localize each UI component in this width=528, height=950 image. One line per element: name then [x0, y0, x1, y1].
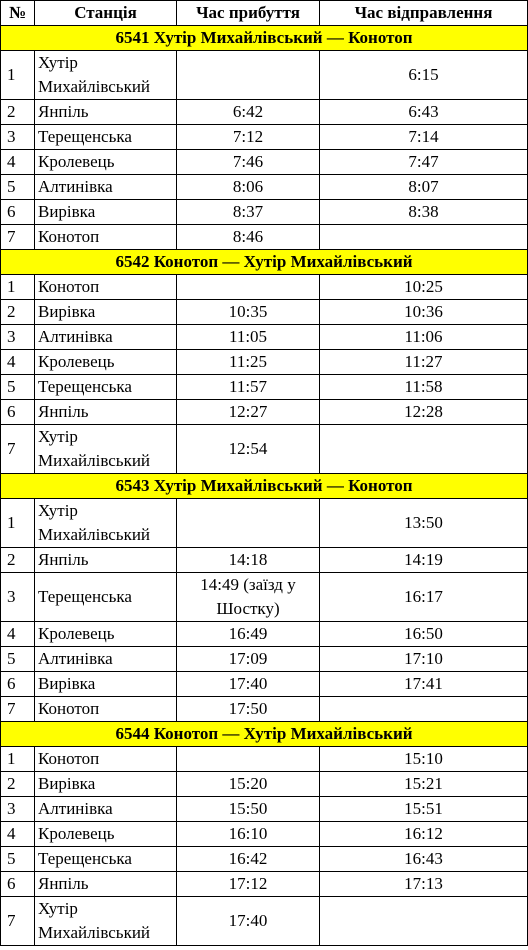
station-name: Вирівка — [35, 300, 177, 325]
train-title: 6543 Хутір Михайлівський — Конотоп — [1, 474, 528, 499]
station-name: Хутір Михайлівський — [35, 425, 177, 474]
stop-number: 7 — [1, 425, 35, 474]
station-name: Терещенська — [35, 573, 177, 622]
header-departure: Час відправлення — [320, 1, 528, 26]
header-arrival: Час прибуття — [177, 1, 320, 26]
arrival-time: 11:05 — [177, 325, 320, 350]
departure-time: 11:58 — [320, 375, 528, 400]
stop-number: 7 — [1, 225, 35, 250]
station-name: Конотоп — [35, 697, 177, 722]
train-section-header — [1, 474, 528, 499]
stop-number: 4 — [1, 622, 35, 647]
departure-time: 16:12 — [320, 822, 528, 847]
departure-time: 8:38 — [320, 200, 528, 225]
station-name: Хутір Михайлівський — [35, 499, 177, 548]
arrival-time: 10:35 — [177, 300, 320, 325]
station-name: Хутір Михайлівський — [35, 897, 177, 946]
stop-number: 4 — [1, 150, 35, 175]
table-row — [1, 400, 528, 425]
arrival-time: 12:27 — [177, 400, 320, 425]
station-name: Терещенська — [35, 375, 177, 400]
station-name: Янпіль — [35, 548, 177, 573]
table-row — [1, 897, 528, 946]
table-row — [1, 548, 528, 573]
table-row — [1, 175, 528, 200]
arrival-time: 8:06 — [177, 175, 320, 200]
table-row — [1, 847, 528, 872]
table-row — [1, 425, 528, 474]
stop-number: 2 — [1, 100, 35, 125]
table-row — [1, 647, 528, 672]
arrival-time: 15:20 — [177, 772, 320, 797]
station-name: Хутір Михайлівський — [35, 51, 177, 100]
arrival-time: 11:25 — [177, 350, 320, 375]
stop-number: 4 — [1, 350, 35, 375]
departure-time: 16:43 — [320, 847, 528, 872]
train-title: 6544 Конотоп — Хутір Михайлівський — [1, 722, 528, 747]
station-name: Конотоп — [35, 275, 177, 300]
train-title: 6541 Хутір Михайлівський — Конотоп — [1, 26, 528, 51]
arrival-time: 14:49 (заїзд у Шостку) — [177, 573, 320, 622]
stop-number: 1 — [1, 51, 35, 100]
table-row — [1, 100, 528, 125]
station-name: Алтинівка — [35, 325, 177, 350]
station-name: Кролевець — [35, 622, 177, 647]
arrival-time: 17:50 — [177, 697, 320, 722]
arrival-time: 16:42 — [177, 847, 320, 872]
stop-number: 4 — [1, 822, 35, 847]
station-name: Кролевець — [35, 350, 177, 375]
arrival-time: 7:46 — [177, 150, 320, 175]
arrival-time: 14:18 — [177, 548, 320, 573]
arrival-time: 12:54 — [177, 425, 320, 474]
stop-number: 6 — [1, 872, 35, 897]
arrival-time: 7:12 — [177, 125, 320, 150]
arrival-time: 17:40 — [177, 897, 320, 946]
stop-number: 2 — [1, 548, 35, 573]
stop-number: 5 — [1, 647, 35, 672]
table-row — [1, 275, 528, 300]
departure-time: 17:13 — [320, 872, 528, 897]
arrival-time: 17:09 — [177, 647, 320, 672]
stop-number: 6 — [1, 200, 35, 225]
arrival-time: 17:40 — [177, 672, 320, 697]
station-name: Алтинівка — [35, 797, 177, 822]
stop-number: 1 — [1, 275, 35, 300]
arrival-time: 8:46 — [177, 225, 320, 250]
departure-time: 15:10 — [320, 747, 528, 772]
station-name: Конотоп — [35, 225, 177, 250]
arrival-time — [177, 275, 320, 300]
station-name: Терещенська — [35, 125, 177, 150]
train-title: 6542 Конотоп — Хутір Михайлівський — [1, 250, 528, 275]
departure-time: 11:27 — [320, 350, 528, 375]
arrival-time: 17:12 — [177, 872, 320, 897]
station-name: Вирівка — [35, 772, 177, 797]
table-row — [1, 225, 528, 250]
arrival-time — [177, 51, 320, 100]
station-name: Янпіль — [35, 100, 177, 125]
table-row — [1, 772, 528, 797]
arrival-time: 16:49 — [177, 622, 320, 647]
departure-time: 13:50 — [320, 499, 528, 548]
table-row — [1, 872, 528, 897]
departure-time: 12:28 — [320, 400, 528, 425]
table-row — [1, 822, 528, 847]
arrival-time: 11:57 — [177, 375, 320, 400]
stop-number: 6 — [1, 672, 35, 697]
stop-number: 3 — [1, 573, 35, 622]
table-row — [1, 51, 528, 100]
schedule-body — [1, 26, 528, 946]
departure-time: 17:41 — [320, 672, 528, 697]
stop-number: 3 — [1, 325, 35, 350]
departure-time: 8:07 — [320, 175, 528, 200]
table-row — [1, 125, 528, 150]
departure-time: 10:36 — [320, 300, 528, 325]
departure-time: 15:51 — [320, 797, 528, 822]
station-name: Кролевець — [35, 150, 177, 175]
table-row — [1, 375, 528, 400]
table-row — [1, 747, 528, 772]
departure-time: 16:50 — [320, 622, 528, 647]
stop-number: 7 — [1, 697, 35, 722]
station-name: Терещенська — [35, 847, 177, 872]
station-name: Янпіль — [35, 872, 177, 897]
arrival-time: 6:42 — [177, 100, 320, 125]
arrival-time: 16:10 — [177, 822, 320, 847]
departure-time: 14:19 — [320, 548, 528, 573]
table-row — [1, 499, 528, 548]
departure-time — [320, 225, 528, 250]
header-station: Станція — [35, 1, 177, 26]
departure-time: 7:14 — [320, 125, 528, 150]
arrival-time — [177, 499, 320, 548]
departure-time: 15:21 — [320, 772, 528, 797]
arrival-time: 8:37 — [177, 200, 320, 225]
stop-number: 3 — [1, 797, 35, 822]
arrival-time: 15:50 — [177, 797, 320, 822]
departure-time: 17:10 — [320, 647, 528, 672]
departure-time: 7:47 — [320, 150, 528, 175]
table-row — [1, 150, 528, 175]
departure-time: 6:15 — [320, 51, 528, 100]
departure-time — [320, 425, 528, 474]
stop-number: 1 — [1, 499, 35, 548]
departure-time — [320, 897, 528, 946]
table-row — [1, 797, 528, 822]
station-name: Алтинівка — [35, 175, 177, 200]
table-row — [1, 697, 528, 722]
departure-time: 6:43 — [320, 100, 528, 125]
station-name: Конотоп — [35, 747, 177, 772]
stop-number: 5 — [1, 175, 35, 200]
stop-number: 6 — [1, 400, 35, 425]
station-name: Алтинівка — [35, 647, 177, 672]
departure-time: 11:06 — [320, 325, 528, 350]
station-name: Кролевець — [35, 822, 177, 847]
table-row — [1, 200, 528, 225]
table-row — [1, 300, 528, 325]
station-name: Янпіль — [35, 400, 177, 425]
departure-time — [320, 697, 528, 722]
header-number: № — [1, 1, 35, 26]
table-row — [1, 622, 528, 647]
stop-number: 1 — [1, 747, 35, 772]
table-row — [1, 573, 528, 622]
table-row — [1, 672, 528, 697]
arrival-time — [177, 747, 320, 772]
departure-time: 10:25 — [320, 275, 528, 300]
stop-number: 2 — [1, 772, 35, 797]
stop-number: 3 — [1, 125, 35, 150]
stop-number: 5 — [1, 375, 35, 400]
stop-number: 5 — [1, 847, 35, 872]
train-section-header — [1, 722, 528, 747]
train-section-header — [1, 250, 528, 275]
stop-number: 7 — [1, 897, 35, 946]
station-name: Вирівка — [35, 672, 177, 697]
table-row — [1, 350, 528, 375]
departure-time: 16:17 — [320, 573, 528, 622]
table-row — [1, 325, 528, 350]
station-name: Вирівка — [35, 200, 177, 225]
train-section-header — [1, 26, 528, 51]
header-row — [1, 1, 528, 26]
stop-number: 2 — [1, 300, 35, 325]
